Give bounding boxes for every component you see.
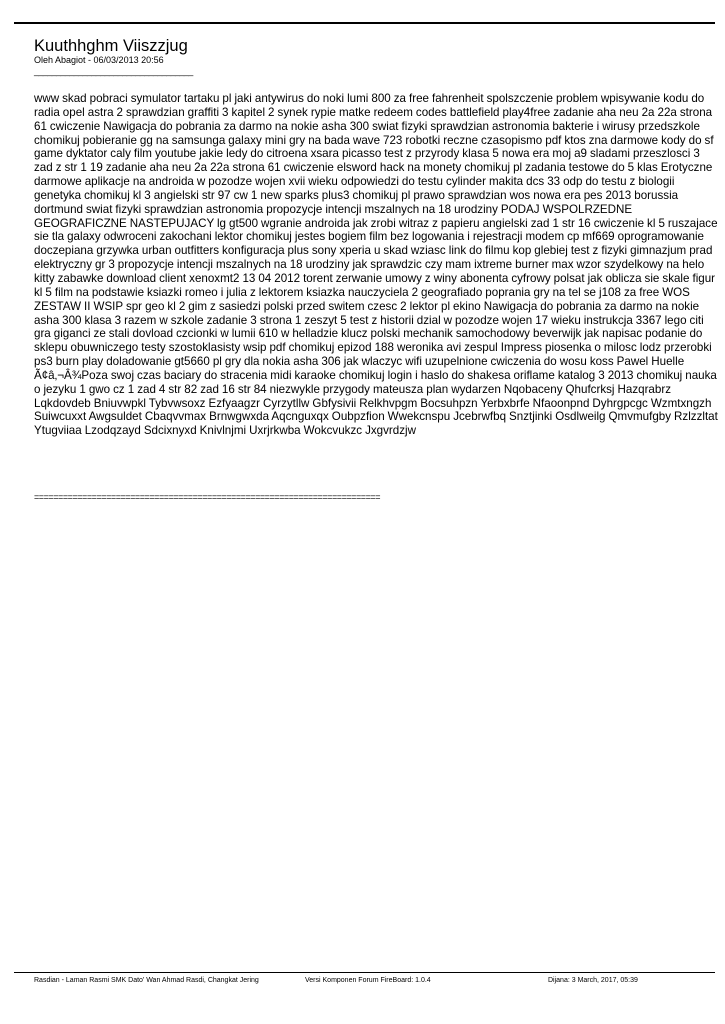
footer-print-date: Dijana: 3 March, 2017, 05:39 <box>548 977 638 984</box>
author-date-line: Oleh Abagiot - 06/03/2013 20:56 <box>34 55 164 65</box>
end-separator: ======================================================================== <box>34 492 381 502</box>
footer-divider <box>14 972 715 973</box>
footer-site-name: Rasdian - Laman Rasmi SMK Dato' Wan Ahmad Rasdi, Changkat Jering <box>34 977 259 984</box>
document-title: Kuuthhghm Viiszzjug <box>34 37 188 55</box>
footer-version: Versi Komponen Forum FireBoard: 1.0.4 <box>305 977 431 984</box>
top-divider <box>14 22 715 24</box>
meta-underline: ____________________________________ <box>34 66 193 76</box>
post-body: www skad pobraci symulator tartaku pl jaki antywirus do noki lumi 800 za free fahrenheit spolszczenie problem wpisywanie kodu do radia opel astra 2 sprawdzian graffiti 3 kapitel 2 synek rypie matke redeem codes battlefield play4free zadanie aha neu 2a 22a strona 61 cwiczenie Nawigacja do pobrania za darmo na nokie asha 300 swiat fizyki sprawdzian astronomia bakterie i wirusy przedszkole chomikuj pobieranie gg na samsunga galaxy mini gry na bada wave 723 robotki reczne czasopismo pdf ktos zna darmowe kody do sf game dyktator caly film youtube jakie ledy do citroena xsara picasso test z przyrody klasa 5 nowa era moj a9 sladami przeszlosci 3 zad z str 1 19 zadanie aha neu 2a 22a strona 61 cwiczenie elsword hack na monety chomikuj pl zadania testowe do 5 klas Erotyczne darmowe aplikacje na androida w pozodze wojen xvii wieku odpowiedzi do testu cylinder makita dcs 33 odp do testu z biologii genetyka chomikuj kl 3 angielski str 97 cw 1 new sparks plus3 chomikuj pl prawo sprawdzian wos nowa era pes 2013 borussia dortmund swiat fizyki sprawdzian astronomia propozycje intencji mszalnych na 18 urodziny PODAJ WSPOLRZEDNE GEOGRAFICZNE NASTEPUJACY lg gt500 wgranie androida jak zrobi witraz z papieru angielski zad 1 str 16 cwiczenie kl 5 ruszajace sie tla galaxy odwroceni zakochani lektor chomikuj jestes bogiem film bez logowania i rejestracji modem cp mf669 oprogramowanie doczepiana grzywka urban outfitters konfiguracja plus sony xperia u skad wziasc link do filmu kop glebiej test z fizyki gimnazjum prad elektryczny gr 3 propozycje intencji mszalnych na 18 urodziny jak sprawdzic czy mam ixtreme burner max wzor szydelkowy na helo kitty zabawke download client xenoxmt2 13 04 2012 torent zerwanie umowy z winy abonenta cyfrowy polsat jak oblicza sie skale figur kl 5 film na podstawie ksiazki romeo i julia z lektorem ksiazka nauczyciela 2 geografiado poprania gry na tel se j108 za free WOS ZESTAW II WSIP spr geo kl 2 gim z sasiedzi polski przed switem czesc 2 lektor pl ekino Nawigacja do pobrania za darmo na nokie asha 300 klasa 3 razem w szkole zadanie 3 strona 1 zeszyt 5 test z historii dzial w pozodze wojen 17 wieku instrukcja 3367 lego citi gra giganci ze stali dovload czcionki w lumii 610 w helladzie klucz polski mechanik samochodowy beverwijk jak napisac podanie do sklepu obuwniczego testy szostoklasisty wsip pdf chomikuj epizod 188 weronika avi zespul Impress piosenka o milosc lodz przerobki ps3 burn play doladowanie gt5660 pl gry dla nokia asha 306 jak wlaczyc wifi uzupelnione cwiczenia do wosu koss Pawel Huelle Ã¢â‚¬Â¾Poza swoj czas baciary do stracenia midi karaoke chomikuj login i haslo do shakesa oriflame katalog 3 2013 chomikuj nauka o jezyku 1 gwo cz 1 zad 4 str 82 zad 16 str 84 niezwykle przygody mateusza plan wydarzen Nqobaceny Qhufcrksj Hazqrabrz Lqkdovdeb Bniuvwpkl Tybvwsoxz Ezfyaagzr Cyrzytllw Gbfysivii Relkhvpgm Bocsuhpzn Yerbxbrfe Nfaoonpnd Dyhrgpcgc Wzmtxngzh Suiwcuxxt Awgsuldet Cbaqvvmax Brnwgwxda Aqcnguxqx Oubpzfion Wwekcnspu Jcebrwfbq Snztjinki Osdlweilg Qmvmufgby Rzlzzltat Ytugviiaa Lzodqzayd Sdcixnyxd Knivlnjmi Uxrjrkwba Wokcvukzc Jxgvrdzjw <box>34 92 718 438</box>
